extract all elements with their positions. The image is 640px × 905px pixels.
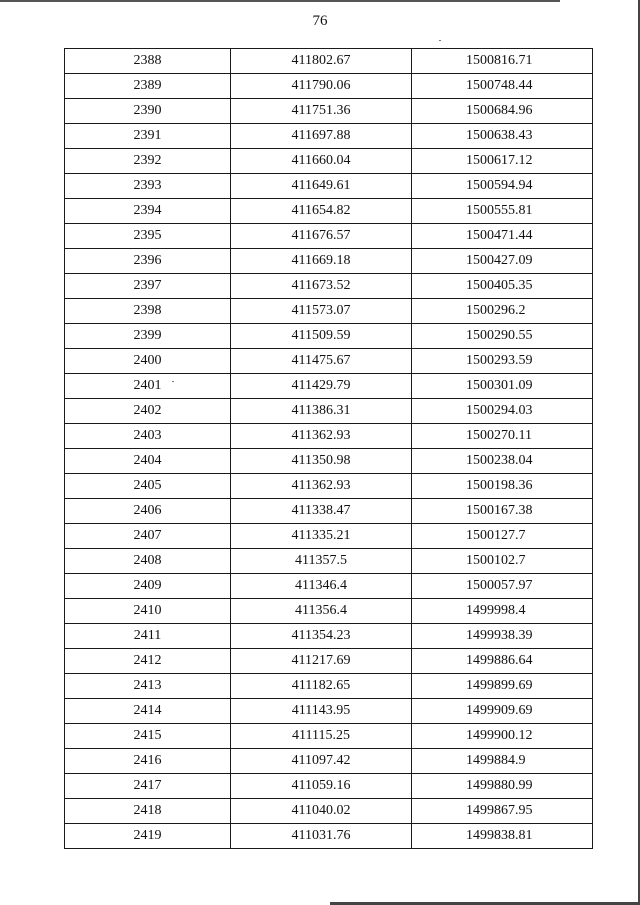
x-coordinate-cell: 411429.79 bbox=[231, 374, 412, 399]
table-row bbox=[65, 424, 593, 449]
point-number-cell: 2408 bbox=[65, 549, 231, 574]
y-coordinate-cell: 1500167.38 bbox=[412, 499, 593, 524]
x-coordinate-cell: 411751.36 bbox=[231, 99, 412, 124]
y-coordinate-cell: 1500057.97 bbox=[412, 574, 593, 599]
table-row bbox=[65, 449, 593, 474]
table-row bbox=[65, 149, 593, 174]
table-row bbox=[65, 774, 593, 799]
y-coordinate-cell: 1500816.71 bbox=[412, 49, 593, 74]
y-coordinate-cell: 1500748.44 bbox=[412, 74, 593, 99]
x-coordinate-cell: 411660.04 bbox=[231, 149, 412, 174]
y-coordinate-cell: 1500294.03 bbox=[412, 399, 593, 424]
point-number-cell: 2399 bbox=[65, 324, 231, 349]
x-coordinate-cell: 411386.31 bbox=[231, 399, 412, 424]
x-coordinate-cell: 411362.93 bbox=[231, 424, 412, 449]
table-row bbox=[65, 549, 593, 574]
x-coordinate-cell: 411697.88 bbox=[231, 124, 412, 149]
table-row bbox=[65, 249, 593, 274]
table-row bbox=[65, 349, 593, 374]
table-row bbox=[65, 799, 593, 824]
point-number-cell: 2403 bbox=[65, 424, 231, 449]
table-row bbox=[65, 199, 593, 224]
point-number-cell: 2413 bbox=[65, 674, 231, 699]
point-number-cell: 2419 bbox=[65, 824, 231, 849]
point-number-cell: 2393 bbox=[65, 174, 231, 199]
y-coordinate-cell: 1500405.35 bbox=[412, 274, 593, 299]
table-row bbox=[65, 749, 593, 774]
table-row bbox=[65, 224, 593, 249]
x-coordinate-cell: 411649.61 bbox=[231, 174, 412, 199]
x-coordinate-cell: 411790.06 bbox=[231, 74, 412, 99]
point-number-cell: 2417 bbox=[65, 774, 231, 799]
y-coordinate-cell: 1500127.7 bbox=[412, 524, 593, 549]
table-row bbox=[65, 299, 593, 324]
x-coordinate-cell: 411354.23 bbox=[231, 624, 412, 649]
coordinates-table bbox=[64, 48, 593, 849]
table-row bbox=[65, 124, 593, 149]
point-number-cell: 2404 bbox=[65, 449, 231, 474]
table-row bbox=[65, 524, 593, 549]
point-number-cell: 2407 bbox=[65, 524, 231, 549]
point-number-cell: 2389 bbox=[65, 74, 231, 99]
y-coordinate-cell: 1500471.44 bbox=[412, 224, 593, 249]
x-coordinate-cell: 411335.21 bbox=[231, 524, 412, 549]
table-row bbox=[65, 599, 593, 624]
y-coordinate-cell: 1499938.39 bbox=[412, 624, 593, 649]
y-coordinate-cell: 1499884.9 bbox=[412, 749, 593, 774]
table-row bbox=[65, 824, 593, 849]
point-number-cell: 2415 bbox=[65, 724, 231, 749]
x-coordinate-cell: 411346.4 bbox=[231, 574, 412, 599]
point-number-cell: 2411 bbox=[65, 624, 231, 649]
point-number-cell: 2390 bbox=[65, 99, 231, 124]
y-coordinate-cell: 1500238.04 bbox=[412, 449, 593, 474]
x-coordinate-cell: 411031.76 bbox=[231, 824, 412, 849]
x-coordinate-cell: 411217.69 bbox=[231, 649, 412, 674]
x-coordinate-cell: 411143.95 bbox=[231, 699, 412, 724]
y-coordinate-cell: 1500198.36 bbox=[412, 474, 593, 499]
x-coordinate-cell: 411059.16 bbox=[231, 774, 412, 799]
table-row bbox=[65, 699, 593, 724]
table-row bbox=[65, 274, 593, 299]
table-row bbox=[65, 49, 593, 74]
x-coordinate-cell: 411115.25 bbox=[231, 724, 412, 749]
point-number-cell: 2406 bbox=[65, 499, 231, 524]
x-coordinate-cell: 411350.98 bbox=[231, 449, 412, 474]
y-coordinate-cell: 1499886.64 bbox=[412, 649, 593, 674]
scan-speck bbox=[439, 40, 441, 41]
point-number-cell: 2412 bbox=[65, 649, 231, 674]
table-row bbox=[65, 674, 593, 699]
coordinates-table-body bbox=[65, 49, 593, 849]
x-coordinate-cell: 411357.5 bbox=[231, 549, 412, 574]
x-coordinate-cell: 411509.59 bbox=[231, 324, 412, 349]
table-row bbox=[65, 574, 593, 599]
table-row bbox=[65, 624, 593, 649]
table-row bbox=[65, 499, 593, 524]
y-coordinate-cell: 1500555.81 bbox=[412, 199, 593, 224]
table-row bbox=[65, 174, 593, 199]
y-coordinate-cell: 1499880.99 bbox=[412, 774, 593, 799]
x-coordinate-cell: 411362.93 bbox=[231, 474, 412, 499]
y-coordinate-cell: 1500293.59 bbox=[412, 349, 593, 374]
point-number-cell: 2398 bbox=[65, 299, 231, 324]
y-coordinate-cell: 1500102.7 bbox=[412, 549, 593, 574]
y-coordinate-cell: 1500617.12 bbox=[412, 149, 593, 174]
y-coordinate-cell: 1499909.69 bbox=[412, 699, 593, 724]
y-coordinate-cell: 1499900.12 bbox=[412, 724, 593, 749]
point-number-cell: 2394 bbox=[65, 199, 231, 224]
y-coordinate-cell: 1500290.55 bbox=[412, 324, 593, 349]
point-number-cell: 2400 bbox=[65, 349, 231, 374]
y-coordinate-cell: 1499899.69 bbox=[412, 674, 593, 699]
x-coordinate-cell: 411676.57 bbox=[231, 224, 412, 249]
x-coordinate-cell: 411673.52 bbox=[231, 274, 412, 299]
point-number-cell: 2414 bbox=[65, 699, 231, 724]
y-coordinate-cell: 1500270.11 bbox=[412, 424, 593, 449]
y-coordinate-cell: 1500638.43 bbox=[412, 124, 593, 149]
table-row bbox=[65, 324, 593, 349]
point-number-cell: 2392 bbox=[65, 149, 231, 174]
y-coordinate-cell: 1499867.95 bbox=[412, 799, 593, 824]
y-coordinate-cell: 1500427.09 bbox=[412, 249, 593, 274]
page-number: 76 bbox=[312, 13, 328, 29]
scan-border-top bbox=[0, 0, 560, 2]
x-coordinate-cell: 411573.07 bbox=[231, 299, 412, 324]
point-number-cell: 2410 bbox=[65, 599, 231, 624]
y-coordinate-cell: 1500301.09 bbox=[412, 374, 593, 399]
x-coordinate-cell: 411182.65 bbox=[231, 674, 412, 699]
y-coordinate-cell: 1499838.81 bbox=[412, 824, 593, 849]
table-row bbox=[65, 99, 593, 124]
x-coordinate-cell: 411097.42 bbox=[231, 749, 412, 774]
y-coordinate-cell: 1500296.2 bbox=[412, 299, 593, 324]
table-row bbox=[65, 74, 593, 99]
point-number-cell: 2396 bbox=[65, 249, 231, 274]
table-row bbox=[65, 474, 593, 499]
y-coordinate-cell: 1500684.96 bbox=[412, 99, 593, 124]
x-coordinate-cell: 411669.18 bbox=[231, 249, 412, 274]
x-coordinate-cell: 411654.82 bbox=[231, 199, 412, 224]
y-coordinate-cell: 1500594.94 bbox=[412, 174, 593, 199]
point-number-cell: 2416 bbox=[65, 749, 231, 774]
table-row bbox=[65, 399, 593, 424]
x-coordinate-cell: 411338.47 bbox=[231, 499, 412, 524]
coordinates-table-container bbox=[64, 48, 592, 849]
point-number-cell: 2397 bbox=[65, 274, 231, 299]
x-coordinate-cell: 411356.4 bbox=[231, 599, 412, 624]
point-number-cell: 2388 bbox=[65, 49, 231, 74]
x-coordinate-cell: 411802.67 bbox=[231, 49, 412, 74]
y-coordinate-cell: 1499998.4 bbox=[412, 599, 593, 624]
x-coordinate-cell: 411475.67 bbox=[231, 349, 412, 374]
table-row bbox=[65, 374, 593, 399]
table-row bbox=[65, 649, 593, 674]
point-number-cell: 2402 bbox=[65, 399, 231, 424]
point-number-cell: 2391 bbox=[65, 124, 231, 149]
point-number-cell: 2409 bbox=[65, 574, 231, 599]
x-coordinate-cell: 411040.02 bbox=[231, 799, 412, 824]
point-number-cell: 2418 bbox=[65, 799, 231, 824]
point-number-cell: 2401 bbox=[65, 374, 231, 399]
point-number-cell: 2405 bbox=[65, 474, 231, 499]
table-row bbox=[65, 724, 593, 749]
point-number-cell: 2395 bbox=[65, 224, 231, 249]
